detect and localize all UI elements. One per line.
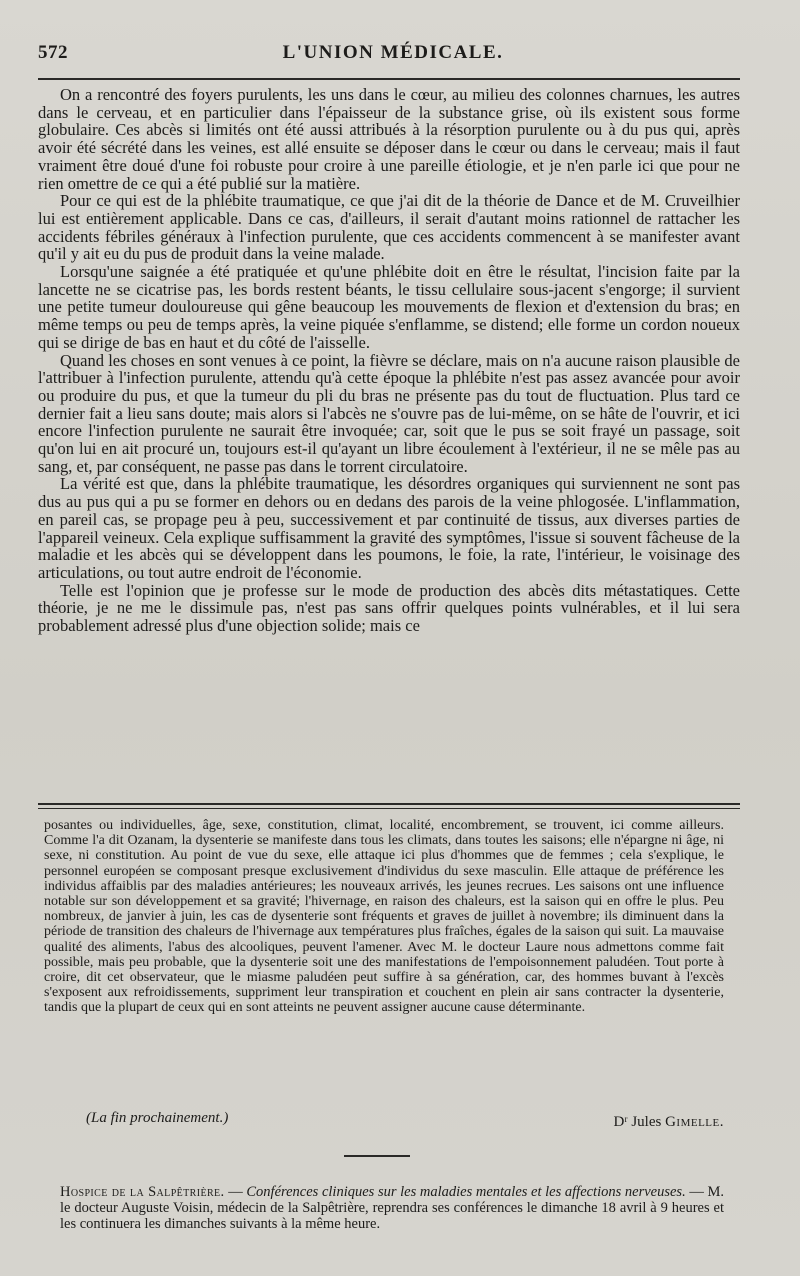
announcement-paragraph (60, 1184, 724, 1232)
page-number: 572 (38, 42, 68, 63)
author-surname: Gimelle. (665, 1114, 724, 1130)
body-paragraph: Telle est l'opinion que je professe sur le mode de production des abcès dits métastatiques. Cette théorie, je ne me le dissimule pas, n'est pas sans offrir quelques points vulnérables, et il lui sera probablement adressé plus d'une objection solide; mais ce (38, 580, 740, 636)
body-paragraph: Quand les choses en sont venues à ce point, la fièvre se déclare, mais on n'a aucune raison plausible de l'attribuer à l'infection purulente, attendu qu'à cette époque la phlébite n'est pas assez avancée pour avoir ou produire du pus, et que la tumeur du pli du bras ne présente pas du tout de fluctuation. Plus tard ce dernier fait a lieu sans doute; mais alors si l'abcès ne s'ouvre pas de lui-même, on se hâte de l'ouvrir, et ici encore l'infection purulente ne saurait être invoquée; car, soit que le pus se soit frayé un passage, soit qu'on lui en ait procuré un, toujours est-il qu'ayant un libre écoulement à l'extérieur, il ne se mêle pas au sang, et, par conséquent, ne passe pas dans le torrent circulatoire. (38, 350, 740, 476)
short-divider (344, 1155, 410, 1157)
body-paragraph: La vérité est que, dans la phlébite traumatique, les désordres organiques qui surviennent ne sont pas dus au pus qui a pu se former en dehors ou en dedans des parois de la veine phlogosée. L'inflammation, en pareil cas, se propage peu à peu, successivement et par continuité de tissus, aux diverses parties de l'appareil veineux. Cela explique suffisamment la gravité des symptômes, l'issue si souvent fâcheuse de la maladie et les abcès qui se développent dans les poumons, le foie, la rate, l'intérieur, le voisinage des articulations, ou tout autre endroit de l'économie. (38, 474, 740, 582)
header-rule (38, 78, 740, 80)
announcement (60, 1184, 724, 1232)
continuation-note: (La fin prochainement.) (86, 1110, 229, 1126)
feuilleton-paragraph: posantes ou individuelles, âge, sexe, constitution, climat, localité, encombrement, se trouvent, ici comme ailleurs. Comme l'a dit Ozanam, la dysenterie se manifeste dans tous les climats, dans toutes les saisons; elle n'épargne ni âge, ni sexe, ni constitution. Au point de vue du sexe, elle attaque ici plus d'hommes que de femmes ; cela s'explique, le personnel européen se composant presque exclusivement d'individus du sexe masculin. Elle attaque de préférence les individus affaiblis par des maladies antérieures; les nouveaux arrivés, les jeunes recrues. Les saisons ont une influence notable sur son développement et sa gravité; l'hivernage, en raison des chaleurs, est la saison qui en offre le plus. Peu nombreux, de janvier à juin, les cas de dysenterie sont fréquents et graves de juillet à novembre; ils diminuent dans la période de transition des chaleurs de l'hivernage aux températures plus fraîches, égales de la saison qui suit. La mauvaise qualité des aliments, l'abus des alcooliques, peuvent l'amener. Avec M. le docteur Laure nous admettons comme fait possible, mais peu probable, que la dysenterie soit une des manifestations de l'empoisonnement paludéen. Tout porte à croire, dit cet observateur, que le miasme paludéen peut suffire à sa génération, car, des hommes buvant à l'excès s'exposent aux refroidissements, suppriment leur transpiration et couchent en plein air sans contracter la dysenterie, tandis que la plupart de ceux qui en sont atteints ne peuvent assigner aucune cause déterminante. (44, 818, 724, 1016)
author-signature (614, 1114, 725, 1131)
main-article-text (38, 86, 740, 635)
announcement-body: — M. le docteur Auguste Voisin, médecin de la Salpêtrière, reprendra ses conférences le dimanche 18 avril à 9 heures et les continuera les dimanches suivants à la même heure. (60, 1184, 724, 1232)
running-title: L'UNION MÉDICALE. (282, 42, 504, 63)
body-paragraph: Pour ce qui est de la phlébite traumatique, ce que j'ai dit de la théorie de Dance et de M. Cruveilhier lui est entièrement applicable. Dans ce cas, d'ailleurs, il serait d'autant moins rationnel de rattacher les accidents fébriles généraux à l'infection purulente, que ces accidents commencent à se manifester avant qu'il y ait eu du pus de produit dans la veine malade. (38, 191, 740, 264)
author-prefix: Dʳ Jules (613, 1114, 662, 1130)
section-divider (38, 803, 740, 809)
article-closing (44, 1110, 724, 1132)
page-header (38, 42, 748, 72)
body-paragraph: On a rencontré des foyers purulents, les uns dans le cœur, au milieu des colonnes charnues, les autres dans le cerveau, et en particulier dans l'épaisseur de la substance grise, où ils existent sous forme globulaire. Ces abcès si limités ont été aussi attribués à la résorption purulente ou à du pus qui, après avoir été sécrété dans les veines, est allé ensuite se déposer dans le cœur ou dans le cerveau; mais il faut vraiment être doué d'une foi robuste pour croire à une pareille étiologie, et je n'en parle ici que pour ne rien omettre de ce qui a été publié sur la matière. (38, 85, 740, 193)
announcement-dash: — (224, 1184, 247, 1200)
announcement-institution: Hospice de la Salpêtrière. (60, 1184, 225, 1200)
announcement-title: Conférences cliniques sur les maladies mentales et les affections nerveuses. (246, 1184, 686, 1200)
feuilleton-text (44, 818, 724, 1016)
body-paragraph: Lorsqu'une saignée a été pratiquée et qu'une phlébite doit en être le résultat, l'incision faite par la lancette ne se cicatrise pas, les bords restent béants, le tissu cellulaire sous-jacent s'engorge; il survient une petite tumeur douloureuse qui gêne beaucoup les mouvements de flexion et d'extension du bras; en même temps ou peu de temps après, la veine piquée s'enflamme, se distend; elle forme un cordon noueux qui se dirige de bas en haut et du côté de l'aisselle. (38, 262, 740, 352)
